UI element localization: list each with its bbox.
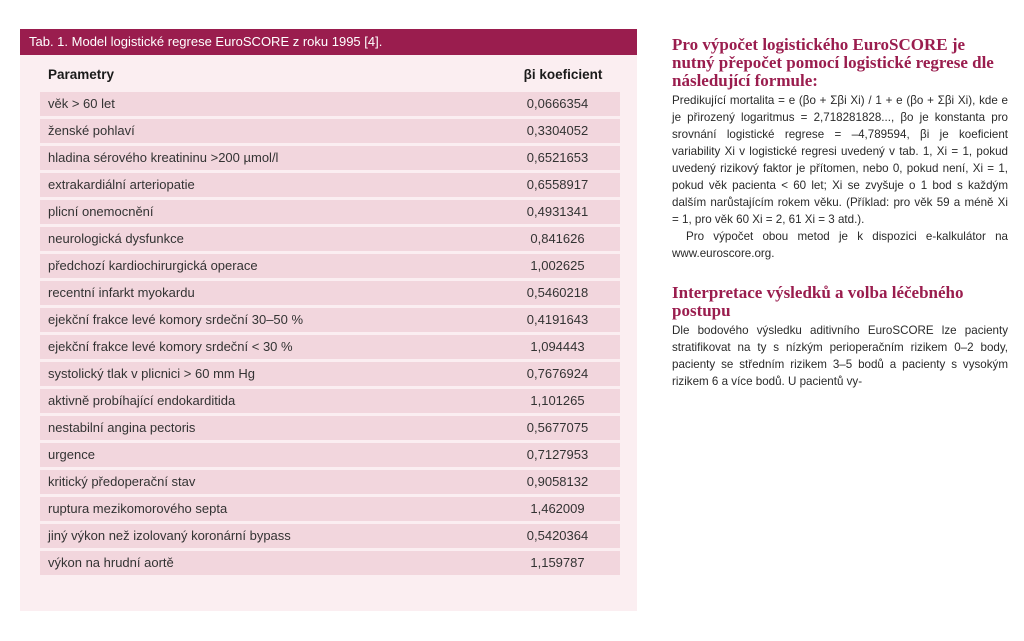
row-parameter: ženské pohlaví	[48, 123, 135, 138]
table-row	[40, 92, 620, 116]
row-coefficient: 0,7127953	[526, 447, 589, 462]
row-parameter: jiný výkon než izolovaný koronární bypass	[48, 528, 291, 543]
interpretation-heading: Interpretace výsledků a volba léčebného postupu	[672, 283, 964, 320]
row-parameter: nestabilní angina pectoris	[48, 420, 196, 435]
row-coefficient: 0,5460218	[526, 285, 589, 300]
header-coefficient: βi koeficient	[523, 67, 603, 82]
row-parameter: aktivně probíhající endokarditida	[48, 393, 236, 408]
calculator-paragraph: Pro výpočet obou metod je k dispozici e-kalkulátor na www.euroscore.org.	[672, 230, 1008, 260]
row-coefficient: 0,5677075	[526, 420, 589, 435]
table-row	[40, 146, 620, 170]
table-row	[40, 200, 620, 224]
row-coefficient: 1,159787	[530, 555, 585, 570]
row-parameter: předchozí kardiochirurgická operace	[48, 258, 258, 273]
row-parameter: věk > 60 let	[48, 96, 115, 111]
row-parameter: plicní onemocnění	[48, 204, 154, 219]
row-parameter: ejekční frakce levé komory srdeční < 30 %	[48, 339, 293, 354]
row-coefficient: 1,101265	[530, 393, 585, 408]
table-row	[40, 308, 620, 332]
row-parameter: extrakardiální arteriopatie	[48, 177, 195, 192]
table-row	[40, 254, 620, 278]
row-coefficient: 0,4931341	[526, 204, 589, 219]
row-coefficient: 1,002625	[530, 258, 585, 273]
euroscore-table	[20, 29, 637, 611]
row-parameter: hladina sérového kreatininu >200 µmol/l	[48, 150, 279, 165]
row-coefficient: 1,462009	[530, 501, 585, 516]
table-row	[40, 524, 620, 548]
header-parametry: Parametry	[48, 67, 115, 82]
row-coefficient: 0,0666354	[526, 96, 589, 111]
table-row	[40, 173, 620, 197]
row-parameter: ruptura mezikomorového septa	[48, 501, 228, 516]
row-coefficient: 0,9058132	[526, 474, 589, 489]
row-parameter: recentní infarkt myokardu	[48, 285, 195, 300]
table-body	[40, 92, 620, 578]
formula-paragraph: Predikující mortalita = e (βo + Σβi Xi) / 1 + e (βo + Σβi Xi), kde e je přirozený logaritmus = 2,718281828..., βo je konstanta pro srovnání logistické regrese = –4,789594, βi je koeficient variability Xi v logistické regresi uvedený v tab. 1, Xi = 1, pokud uvedený rizikový faktor je přítomen, nebo 0, pokud není, Xi = 1, pokud věk pacienta < 60 let; Xi se zvyšuje o 1 bod s každým dalším narůstajícím rokem věku. (Příklad: pro věk 59 a méně Xi = 1, pro věk 60 Xi = 2, 61 Xi = 3 atd.).	[672, 94, 1008, 226]
article-column	[672, 36, 1008, 390]
row-coefficient: 0,7676924	[526, 366, 589, 381]
row-coefficient: 0,6558917	[526, 177, 589, 192]
table-row	[40, 443, 620, 467]
interpretation-paragraph: Dle bodového výsledku aditivního EuroSCORE lze pacienty stratifikovat na ty s nízkým perioperačním rizikem 0–2 body, pacienty se středním rizikem 3–5 bodů a pacienty s vysokým rizikem 6 a více bodů. U pacientů vy-	[672, 324, 1008, 388]
table-row	[40, 497, 620, 521]
table-row	[40, 416, 620, 440]
table-row	[40, 470, 620, 494]
row-parameter: výkon na hrudní aortě	[48, 555, 174, 570]
table-header-row	[48, 67, 618, 91]
row-parameter: systolický tlak v plicnici > 60 mm Hg	[48, 366, 255, 381]
table-row	[40, 281, 620, 305]
row-coefficient: 0,4191643	[526, 312, 589, 327]
table-row	[40, 227, 620, 251]
row-parameter: urgence	[48, 447, 95, 462]
row-parameter: ejekční frakce levé komory srdeční 30–50 %	[48, 312, 304, 327]
formula-heading: Pro výpočet logistického EuroSCORE je nutný přepočet pomocí logistické regrese dle následující formule:	[672, 35, 994, 90]
row-parameter: kritický předoperační stav	[48, 474, 196, 489]
row-coefficient: 1,094443	[530, 339, 585, 354]
table-row	[40, 119, 620, 143]
row-coefficient: 0,6521653	[526, 150, 589, 165]
row-parameter: neurologická dysfunkce	[48, 231, 184, 246]
row-coefficient: 0,5420364	[526, 528, 589, 543]
row-coefficient: 0,841626	[530, 231, 585, 246]
table-row	[40, 335, 620, 359]
table-caption: Tab. 1. Model logistické regrese EuroSCORE z roku 1995 [4].	[20, 29, 637, 55]
table-row	[40, 389, 620, 413]
table-row	[40, 551, 620, 575]
table-row	[40, 362, 620, 386]
row-coefficient: 0,3304052	[526, 123, 589, 138]
